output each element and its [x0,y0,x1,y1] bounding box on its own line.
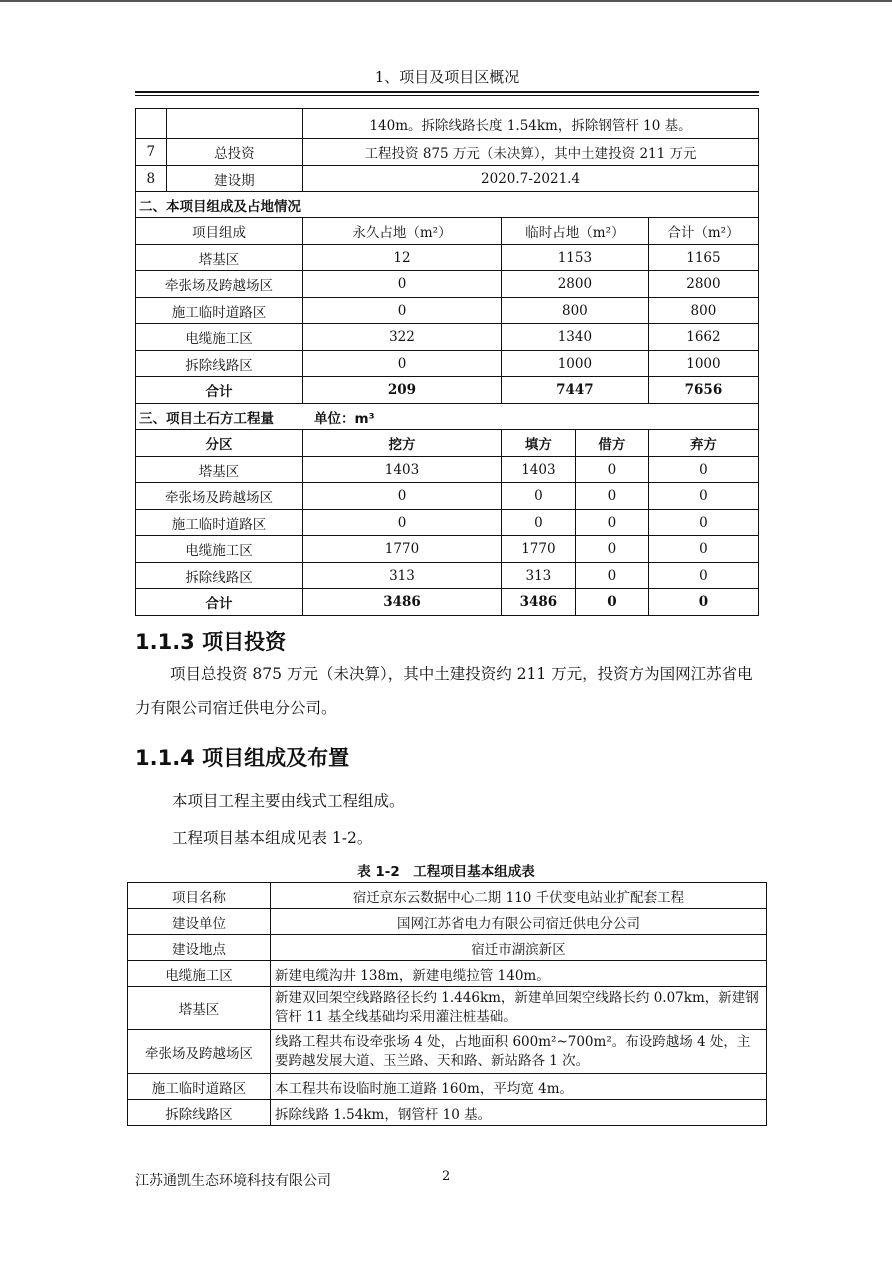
cell: 1340 [501,324,648,351]
table-row [128,883,767,909]
cell-value: 拆除线路 1.54km，钢管杆 10 基。 [271,1100,767,1126]
cell: 塔基区 [136,245,303,271]
cell-name: 项目名称 [128,883,271,909]
cell: 1770 [303,536,502,563]
cell-name: 建设单位 [128,909,271,935]
table-row [136,139,759,166]
row-value: 工程投资 875 万元（未决算），其中土建投资 211 万元 [303,139,759,166]
earth-header: 挖方 [303,430,502,457]
page-number: 2 [442,1169,451,1184]
cell: 0 [648,483,758,510]
cell: 3486 [303,589,502,616]
table-row [136,457,759,483]
cell-name: 拆除线路区 [128,1100,271,1126]
section-heading-114: 1.1.4 项目组成及布置 [135,746,350,770]
cell: 0 [501,510,575,536]
top-border [0,0,892,2]
cell: 施工临时道路区 [136,510,303,536]
cell-name: 施工临时道路区 [128,1074,271,1100]
cell: 牵张场及跨越场区 [136,271,303,298]
cell: 2800 [648,271,758,298]
cell: 0 [303,271,502,298]
table-row [136,109,759,139]
section-3-label: 三、项目土石方工程量 [139,410,274,427]
table-row [136,563,759,589]
cell: 0 [501,483,575,510]
cell: 0 [575,536,648,563]
table-row [136,271,759,298]
table-row [128,1030,767,1074]
table-row [128,1074,767,1100]
row-no [136,109,167,139]
cell: 电缆施工区 [136,324,303,351]
table-row [128,935,767,961]
cell-name: 牵张场及跨越场区 [128,1030,271,1074]
row-value: 2020.7-2021.4 [303,166,759,192]
row-name: 总投资 [166,139,302,166]
cell: 0 [303,510,502,536]
cell: 1153 [501,245,648,271]
cell: 313 [303,563,502,589]
earth-header: 借方 [575,430,648,457]
cell: 209 [303,377,502,404]
table-row [136,510,759,536]
cell: 电缆施工区 [136,536,303,563]
cell: 0 [648,510,758,536]
row-no: 7 [136,139,167,166]
earth-header-row [136,430,759,457]
cell-name: 建设地点 [128,935,271,961]
header-rule [135,91,759,93]
cell: 7656 [648,377,758,404]
cell-name: 电缆施工区 [128,961,271,987]
table-row [128,961,767,987]
project-overview-table [135,108,759,616]
cell: 322 [303,324,502,351]
section-title-row [136,404,759,430]
cell-name: 塔基区 [128,987,271,1030]
section-title-row [136,192,759,218]
cell: 塔基区 [136,457,303,483]
row-value: 140m。拆除线路长度 1.54km，拆除钢管杆 10 基。 [303,109,759,139]
cell: 0 [303,483,502,510]
paragraph-composition: 本项目工程主要由线式工程组成。 [172,792,405,810]
page-header: 1、项目及项目区概况 [374,68,520,86]
cell: 12 [303,245,502,271]
table-row [136,483,759,510]
cell-value: 线路工程共布设牵张场 4 处，占地面积 600m²~700m²。布设跨越场 4 处，主要跨越发展大道、玉兰路、天和路、新站路各 1 次。 [271,1030,767,1074]
earth-header: 填方 [501,430,575,457]
cell-value: 国网江苏省电力有限公司宿迁供电分公司 [271,909,767,935]
cell: 0 [303,351,502,377]
table-row [136,298,759,324]
cell: 1000 [501,351,648,377]
cell: 0 [648,457,758,483]
footer-company: 江苏通凯生态环境科技有限公司 [135,1173,331,1189]
cell: 合计 [136,377,303,404]
cell: 0 [303,298,502,324]
cell-value: 宿迁市湖滨新区 [271,935,767,961]
land-header: 项目组成 [136,218,303,245]
land-header: 永久占地（m²） [303,218,502,245]
table-row [128,987,767,1030]
header-rule-thin [135,95,759,96]
paragraph-table-ref: 工程项目基本组成见表 1-2。 [172,829,373,847]
land-header: 临时占地（m²） [501,218,648,245]
cell: 0 [575,563,648,589]
table-row [128,1100,767,1126]
cell: 0 [575,589,648,616]
cell: 2800 [501,271,648,298]
table-row [136,166,759,192]
land-header-row [136,218,759,245]
cell: 1770 [501,536,575,563]
cell: 施工临时道路区 [136,298,303,324]
earth-header: 弃方 [648,430,758,457]
row-name [166,109,302,139]
cell: 拆除线路区 [136,351,303,377]
cell-value: 宿迁京东云数据中心二期 110 千伏变电站业扩配套工程 [271,883,767,909]
row-name: 建设期 [166,166,302,192]
cell: 3486 [501,589,575,616]
cell: 合计 [136,589,303,616]
cell: 800 [648,298,758,324]
cell-value: 本工程共布设临时施工道路 160m，平均宽 4m。 [271,1074,767,1100]
cell-value: 新建电缆沟井 138m，新建电缆拉管 140m。 [271,961,767,987]
paragraph-investment: 项目总投资 875 万元（未决算），其中土建投资约 211 万元，投资方为国网江苏省电力有限公司宿迁供电分公司。 [135,665,753,717]
cell: 0 [648,563,758,589]
cell: 0 [575,483,648,510]
cell: 牵张场及跨越场区 [136,483,303,510]
cell: 1000 [648,351,758,377]
land-total-row [136,377,759,404]
cell: 0 [575,457,648,483]
land-header: 合计（m²） [648,218,758,245]
table-row [128,909,767,935]
cell: 拆除线路区 [136,563,303,589]
table-row [136,351,759,377]
cell: 0 [648,589,758,616]
cell: 1403 [303,457,502,483]
cell: 313 [501,563,575,589]
section-heading-113: 1.1.3 项目投资 [135,630,287,654]
cell: 0 [575,510,648,536]
section-2-title: 二、本项目组成及占地情况 [136,192,759,218]
earth-header: 分区 [136,430,303,457]
section-3-title [136,404,759,430]
cell: 7447 [501,377,648,404]
cell: 1165 [648,245,758,271]
section-3-unit: 单位：m³ [314,410,375,427]
table-row [136,245,759,271]
table-caption: 表 1-2 工程项目基本组成表 [357,864,535,880]
cell: 800 [501,298,648,324]
table-row [136,536,759,563]
basic-composition-table [127,882,767,1126]
cell: 0 [648,536,758,563]
cell-value: 新建双回架空线路路径长约 1.446km，新建单回架空线路长约 0.07km，新建钢管杆 11 基全线基础均采用灌注桩基础。 [271,987,767,1030]
earth-total-row [136,589,759,616]
cell: 1403 [501,457,575,483]
row-no: 8 [136,166,167,192]
table-row [136,324,759,351]
cell: 1662 [648,324,758,351]
